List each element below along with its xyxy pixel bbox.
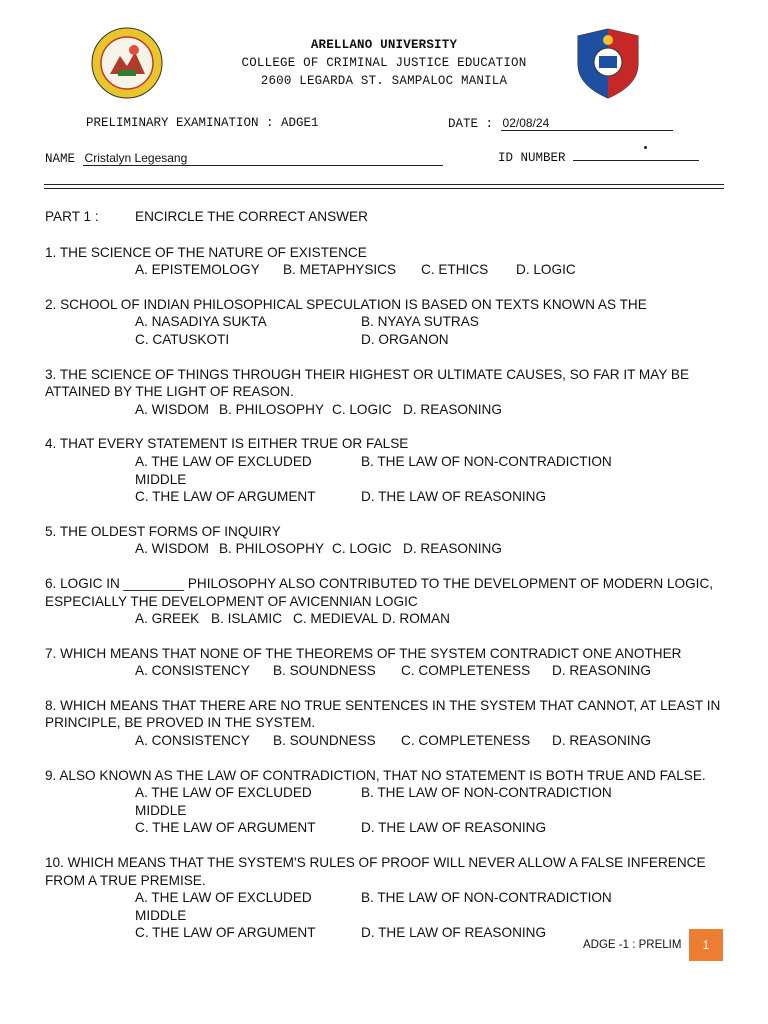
options: [45, 784, 725, 837]
option-a[interactable]: A. CONSISTENCY: [135, 663, 250, 679]
question-text: 9. ALSO KNOWN AS THE LAW OF CONTRADICTION, THAT NO STATEMENT IS BOTH TRUE AND FALSE.: [45, 767, 706, 783]
part-label: PART 1 :: [45, 209, 99, 224]
question-9: [45, 767, 725, 837]
options: [45, 662, 725, 680]
option-c[interactable]: C. MEDIEVAL: [293, 611, 379, 627]
option-d[interactable]: D. THE LAW OF REASONING: [361, 925, 547, 941]
option-d[interactable]: D. LOGIC: [516, 262, 576, 278]
options: [45, 732, 725, 750]
option-c[interactable]: C. THE LAW OF ARGUMENT: [135, 925, 316, 941]
option-b[interactable]: B. NYAYA SUTRAS: [361, 314, 479, 330]
option-c[interactable]: C. ETHICS: [421, 262, 489, 278]
question-text: 7. WHICH MEANS THAT NONE OF THE THEOREMS OF THE SYSTEM CONTRADICT ONE ANOTHER: [45, 645, 682, 661]
question-2: [45, 296, 725, 349]
question-10: [45, 854, 725, 942]
option-b[interactable]: B. METAPHYSICS: [283, 262, 397, 278]
option-c[interactable]: C. CATUSKOTI: [135, 331, 230, 347]
university-name: ARELLANO UNIVERSITY: [310, 38, 458, 52]
option-d[interactable]: D. REASONING: [403, 401, 502, 417]
question-text: 4. THAT EVERY STATEMENT IS EITHER TRUE OR FALSE: [45, 436, 409, 452]
option-d[interactable]: D. ROMAN: [382, 611, 450, 627]
option-c[interactable]: C. LOGIC: [332, 541, 392, 557]
option-c[interactable]: C. COMPLETENESS: [401, 733, 531, 749]
option-d[interactable]: D. THE LAW OF REASONING: [361, 820, 547, 836]
option-a[interactable]: A. THE LAW OF EXCLUDED MIDDLE: [135, 785, 312, 818]
option-d[interactable]: D. REASONING: [552, 663, 651, 679]
option-a[interactable]: A. WISDOM: [135, 541, 210, 557]
option-b[interactable]: B. THE LAW OF NON-CONTRADICTION: [361, 453, 612, 469]
option-c[interactable]: C. LOGIC: [332, 401, 392, 417]
option-d[interactable]: D. REASONING: [403, 541, 502, 557]
options: [45, 401, 725, 419]
option-a[interactable]: A. CONSISTENCY: [135, 733, 250, 749]
option-b[interactable]: B. SOUNDNESS: [273, 733, 376, 749]
options: [45, 540, 725, 558]
question-5: [45, 523, 725, 558]
question-text: 6. LOGIC IN ________ PHILOSOPHY ALSO CONTRIBUTED TO THE DEVELOPMENT OF MODERN LOGIC, ESPECIALLY THE DEVELOPMENT OF AVICENNIAN LOGIC: [45, 575, 714, 609]
option-d[interactable]: D. THE LAW OF REASONING: [361, 489, 547, 505]
option-d[interactable]: D. REASONING: [552, 733, 651, 749]
header-divider-second: [44, 188, 724, 189]
exam-content: [45, 208, 725, 959]
part-heading: [45, 208, 725, 226]
name-field[interactable]: Cristalyn Legesang: [83, 151, 443, 166]
stray-dot: [644, 146, 647, 149]
name-row: [45, 151, 443, 166]
option-b[interactable]: B. PHILOSOPHY: [219, 401, 325, 417]
option-a[interactable]: A. NASADIYA SUKTA: [135, 314, 267, 330]
option-b[interactable]: B. SOUNDNESS: [273, 663, 376, 679]
college-name: COLLEGE OF CRIMINAL JUSTICE EDUCATION: [241, 56, 527, 70]
date-field[interactable]: 02/08/24: [501, 116, 673, 131]
question-1: [45, 244, 725, 279]
question-text: 2. SCHOOL OF INDIAN PHILOSOPHICAL SPECULATION IS BASED ON TEXTS KNOWN AS THE: [45, 296, 647, 312]
id-label: ID NUMBER: [498, 151, 566, 165]
options: [45, 261, 725, 279]
question-8: [45, 697, 725, 750]
option-a[interactable]: A. WISDOM: [135, 401, 210, 417]
option-c[interactable]: C. COMPLETENESS: [401, 663, 531, 679]
option-a[interactable]: A. EPISTEMOLOGY: [135, 262, 260, 278]
question-7: [45, 645, 725, 680]
question-3: [45, 366, 725, 419]
date-label: DATE :: [448, 117, 494, 131]
name-label: NAME: [45, 152, 76, 166]
question-4: [45, 435, 725, 505]
option-c[interactable]: C. THE LAW OF ARGUMENT: [135, 820, 316, 836]
question-text: 3. THE SCIENCE OF THINGS THROUGH THEIR HIGHEST OR ULTIMATE CAUSES, SO FAR IT MAY BE ATTAINED BY THE LIGHT OF REASON.: [45, 366, 690, 400]
date-row: [448, 116, 673, 131]
part-instruction: ENCIRCLE THE CORRECT ANSWER: [135, 209, 368, 224]
header: [0, 36, 768, 90]
option-b[interactable]: B. PHILOSOPHY: [219, 541, 325, 557]
address: 2600 LEGARDA ST. SAMPALOC MANILA: [260, 74, 508, 88]
question-text: 1. THE SCIENCE OF THE NATURE OF EXISTENCE: [45, 244, 367, 260]
option-b[interactable]: B. THE LAW OF NON-CONTRADICTION: [361, 785, 612, 801]
options: [45, 313, 725, 348]
option-a[interactable]: A. THE LAW OF EXCLUDED MIDDLE: [135, 890, 312, 923]
question-text: 8. WHICH MEANS THAT THERE ARE NO TRUE SENTENCES IN THE SYSTEM THAT CANNOT, AT LEAST IN PRINCIPLE, BE PROVED IN THE SYSTEM.: [45, 697, 721, 731]
question-text: 5. THE OLDEST FORMS OF INQUIRY: [45, 523, 281, 539]
page-number: 1: [689, 929, 723, 961]
options: [45, 453, 725, 506]
option-a[interactable]: A. THE LAW OF EXCLUDED MIDDLE: [135, 453, 312, 487]
id-field[interactable]: [573, 160, 699, 161]
header-divider: [44, 184, 724, 185]
exam-title: PRELIMINARY EXAMINATION : ADGE1: [86, 116, 319, 130]
option-a[interactable]: A. GREEK: [135, 611, 200, 627]
footer-label: ADGE -1 : PRELIM: [583, 939, 682, 951]
option-d[interactable]: D. ORGANON: [361, 331, 449, 347]
options: [45, 610, 725, 628]
option-b[interactable]: B. ISLAMIC: [211, 611, 283, 627]
question-6: [45, 575, 725, 628]
option-c[interactable]: C. THE LAW OF ARGUMENT: [135, 489, 316, 505]
id-row: [498, 151, 699, 165]
question-text: 10. WHICH MEANS THAT THE SYSTEM'S RULES OF PROOF WILL NEVER ALLOW A FALSE INFERENCE FROM A TRUE PREMISE.: [45, 855, 706, 888]
option-b[interactable]: B. THE LAW OF NON-CONTRADICTION: [361, 890, 612, 906]
